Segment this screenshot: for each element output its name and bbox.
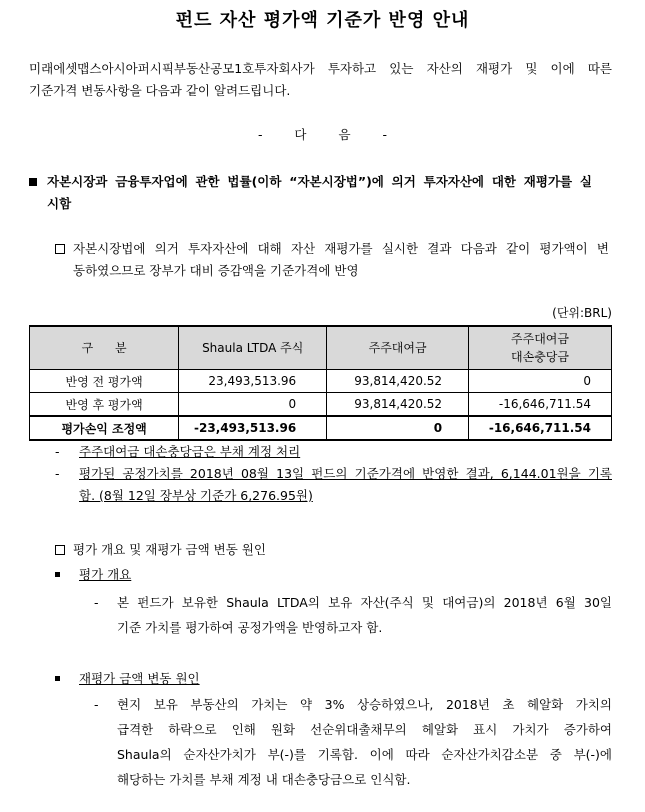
table-row bbox=[30, 393, 612, 417]
cell-value: -16,646,711.54 bbox=[469, 416, 612, 440]
header-shaula-stock: Shaula LTDA 주식 bbox=[179, 326, 327, 370]
small-square-bullet-icon bbox=[55, 676, 60, 681]
sub-b-dash: - bbox=[94, 697, 99, 712]
table-row-total bbox=[30, 416, 612, 440]
page-title: 펀드 자산 평가액 기준가 반영 안내 bbox=[175, 10, 470, 31]
intro-line-2: 기준가격 변동사항을 다음과 같이 알려드립니다. bbox=[29, 83, 291, 98]
valuation-table bbox=[29, 325, 612, 441]
table-header-row bbox=[30, 326, 612, 370]
header-loan-allowance-line-2: 대손충당금 bbox=[511, 350, 569, 364]
sub-b-heading: 재평가 금액 변동 원인 bbox=[79, 671, 200, 686]
note-2-line-2: 함. (8월 12일 장부상 기준가 6,276.95원) bbox=[79, 488, 313, 503]
small-square-bullet-icon bbox=[55, 572, 60, 577]
sub-b-line-3: Shaula의 순자산가치가 부(-)를 기록함. 이에 따라 순자산가치감소분 중 부(-)에 bbox=[117, 747, 612, 762]
cell-value: 93,814,420.52 bbox=[327, 393, 469, 417]
sub-b-line-2: 급격한 하락으로 인해 원화 선순위대출채무의 헤알화 표시 가치가 증가하여 bbox=[117, 722, 612, 737]
sub-a-line-1: 본 펀드가 보유한 Shaula LTDA의 보유 자산(주식 및 대여금)의 2018년 6월 30일 bbox=[117, 595, 612, 610]
sub-a-heading: 평가 개요 bbox=[79, 567, 132, 582]
row-label: 반영 후 평가액 bbox=[30, 393, 179, 417]
section-1-line-2: 시함 bbox=[47, 196, 72, 211]
section-2-heading bbox=[55, 541, 266, 559]
cell-value: -23,493,513.96 bbox=[179, 416, 327, 440]
sub-a-bullet bbox=[55, 566, 60, 584]
cell-value: 0 bbox=[469, 370, 612, 393]
divider-text: - 다 음 - bbox=[257, 127, 388, 142]
sub-a-line-2: 기준 가치를 평가하여 공정가액을 반영하고자 함. bbox=[117, 620, 383, 635]
section-1-line-1: 자본시장과 금융투자업에 관한 법률(이하 “자본시장법”)에 의거 투자자산에 대한 재평가를 실 bbox=[47, 174, 592, 189]
sub-a-dash: - bbox=[94, 595, 99, 610]
checkbox-bullet-icon bbox=[55, 545, 65, 555]
header-loan-allowance bbox=[469, 326, 612, 370]
sub-1-line-1: 자본시장법에 의거 투자자산에 대해 자산 재평가를 실시한 결과 다음과 같이 평가액이 변 bbox=[73, 241, 609, 256]
sub-section-1 bbox=[55, 240, 612, 258]
header-category: 구 분 bbox=[30, 326, 179, 370]
cell-value: 93,814,420.52 bbox=[327, 370, 469, 393]
cell-value: -16,646,711.54 bbox=[469, 393, 612, 417]
unit-label: (단위:BRL) bbox=[552, 306, 612, 320]
sub-b-line-1: 현지 보유 부동산의 가치는 약 3% 상승하였으나, 2018년 초 헤알화 가치의 bbox=[117, 697, 612, 712]
sub-1-line-2: 동하였으므로 장부가 대비 증감액을 기준가격에 반영 bbox=[73, 263, 359, 278]
header-shareholder-loan: 주주대여금 bbox=[327, 326, 469, 370]
note-1: 주주대여금 대손충당금은 부채 계정 처리 bbox=[79, 444, 301, 459]
header-loan-allowance-line-1: 주주대여금 bbox=[511, 332, 569, 346]
cell-value: 0 bbox=[327, 416, 469, 440]
sub-b-line-4: 해당하는 가치를 부채 계정 내 대손충당금으로 인식함. bbox=[117, 772, 411, 787]
cell-value: 23,493,513.96 bbox=[179, 370, 327, 393]
section-2-heading-text: 평가 개요 및 재평가 금액 변동 원인 bbox=[73, 542, 266, 557]
intro-line-1: 미래에셋맵스아시아퍼시픽부동산공모1호투자회사가 투자하고 있는 자산의 재평가 및 이에 따른 bbox=[29, 61, 612, 76]
square-bullet-icon bbox=[29, 178, 37, 186]
table-row bbox=[30, 370, 612, 393]
row-label: 반영 전 평가액 bbox=[30, 370, 179, 393]
sub-b-bullet bbox=[55, 670, 60, 688]
checkbox-bullet-icon bbox=[55, 244, 65, 254]
note-2-line-1: 평가된 공정가치를 2018년 08월 13일 펀드의 기준가격에 반영한 결과, 6,144.01원을 기록 bbox=[79, 466, 612, 481]
note-2-dash: - bbox=[55, 466, 60, 481]
cell-value: 0 bbox=[179, 393, 327, 417]
section-1 bbox=[29, 173, 612, 191]
note-1-dash: - bbox=[55, 444, 60, 459]
row-label: 평가손익 조정액 bbox=[30, 416, 179, 440]
